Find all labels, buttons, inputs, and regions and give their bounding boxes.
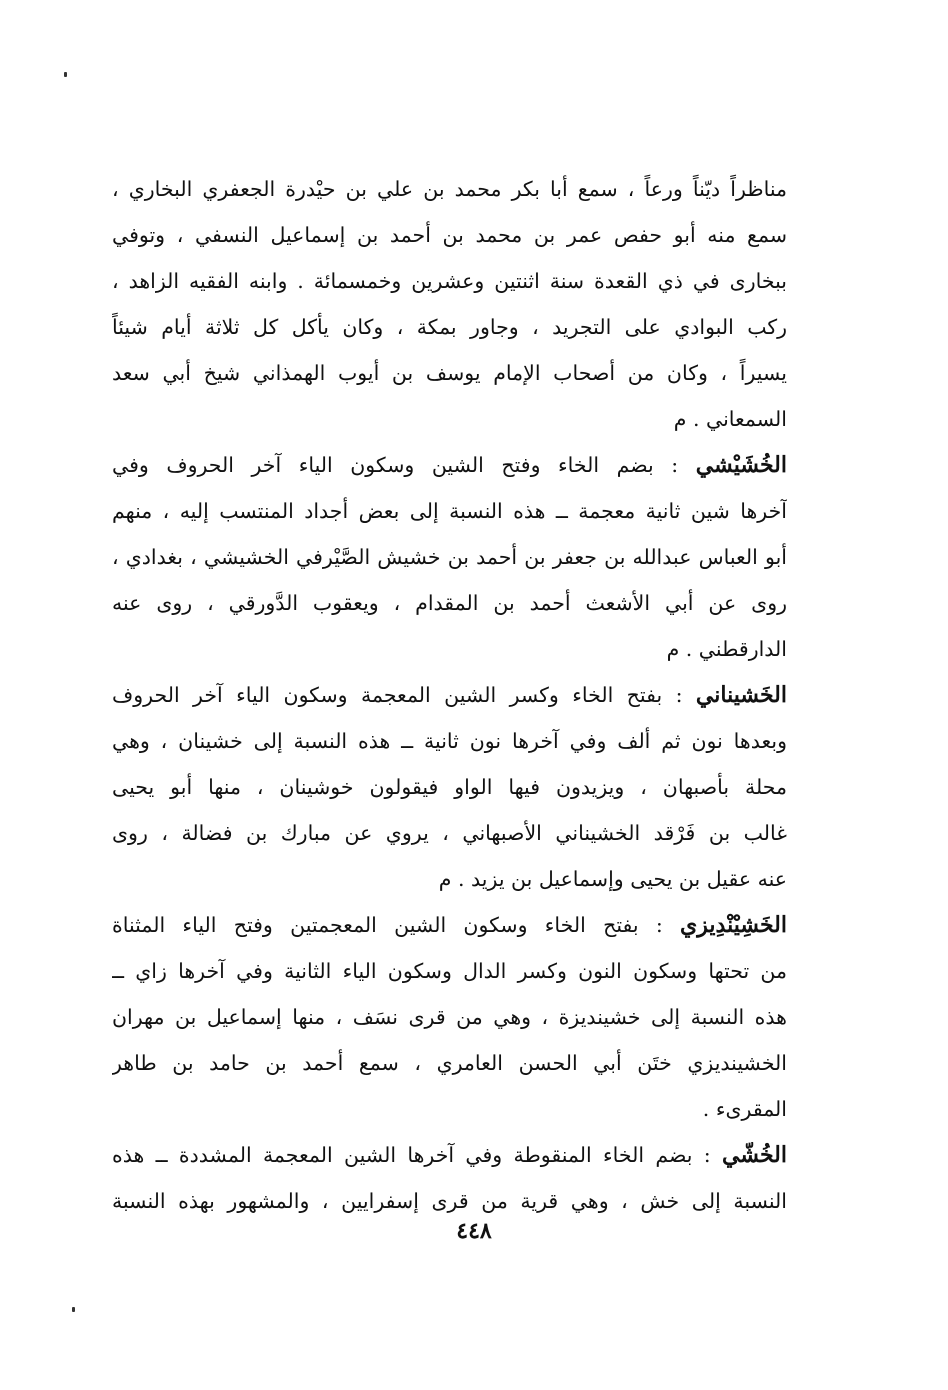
text-line: سمع منه أبو حفص عمر بن محمد بن أحمد بن إسماعيل النسفي ، وتوفي bbox=[112, 223, 787, 247]
text-line: أبو العباس عبدالله بن جعفر بن أحمد بن خشيش الصَّيْرفي الخشيشي ، بغدادي ، bbox=[112, 545, 787, 569]
entry-headword: الخُشَيْشي bbox=[695, 452, 787, 478]
text-line: يسيراً ، وكان من أصحاب الإمام يوسف بن أيوب الهمذاني شيخ أبي سعد bbox=[112, 361, 787, 385]
text-line: الخشينديزي ختَن أبي الحسن العامري ، سمع أحمد بن حامد بن طاهر bbox=[112, 1051, 787, 1075]
text-line: روى عن أبي الأشعث أحمد بن المقدام ، ويعقوب الدَّورقي ، روى عنه bbox=[112, 591, 787, 615]
entry-first-line bbox=[112, 442, 787, 488]
text-line: ركب البوادي على التجريد ، وجاور بمكة ، وكان يأكل كل ثلاثة أيام شيئاً bbox=[112, 315, 787, 339]
text-line: السمعاني . م bbox=[673, 407, 787, 431]
text-line: من تحتها وسكون النون وكسر الدال وسكون الياء الثانية وفي آخرها زاي ــ bbox=[112, 959, 787, 983]
entry-definition: : بفتح الخاء وسكون الشين المعجمتين وفتح الياء المثناة bbox=[112, 913, 681, 937]
entry-first-line bbox=[112, 672, 787, 718]
entry-headword: الخُشّي bbox=[722, 1142, 787, 1168]
text-line: عنه عقيل بن يحيى وإسماعيل بن يزيد . م bbox=[438, 867, 787, 891]
text-line: النسبة إلى خش ، وهي قرية من قرى إسفرايين ، والمشهور بهذه النسبة bbox=[112, 1189, 787, 1213]
text-line: آخرها شين ثانية معجمة ــ هذه النسبة إلى بعض أجداد المنتسب إليه ، منهم bbox=[112, 499, 787, 523]
text-line: وبعدها نون ثم ألف وفي آخرها نون ثانية ــ هذه النسبة إلى خشينان ، وهي bbox=[112, 729, 787, 753]
scan-speck bbox=[64, 72, 67, 77]
text-line: ببخارى في ذي القعدة سنة اثنتين وعشرين وخمسمائة . وابنه الفقيه الزاهد ، bbox=[112, 269, 787, 293]
entry-definition: : بضم الخاء المنقوطة وفي آخرها الشين المعجمة المشددة ــ هذه bbox=[112, 1143, 723, 1167]
entry-headword: الخَشِيْنْدِيزي bbox=[680, 912, 787, 938]
page-body bbox=[112, 166, 787, 1224]
text-line: هذه النسبة إلى خشينديزة ، وهي من قرى نسَف ، منها إسماعيل بن مهران bbox=[112, 1005, 787, 1029]
entry-headword: الخَشيناني bbox=[695, 682, 787, 708]
entry-definition: : بفتح الخاء وكسر الشين المعجمة وسكون الياء آخر الحروف bbox=[112, 683, 696, 707]
entry-definition: : بضم الخاء وفتح الشين وسكون الياء آخر الحروف وفي bbox=[112, 453, 696, 477]
scan-speck bbox=[72, 1307, 75, 1312]
text-line: الدارقطني . م bbox=[666, 637, 787, 661]
text-line: غالب بن فَرْقد الخشيناني الأصبهاني ، يروي عن مبارك بن فضالة ، روى bbox=[112, 821, 787, 845]
entry-first-line bbox=[112, 902, 787, 948]
text-line: مناظراً ديّناً ورعاً ، سمع أبا بكر محمد بن علي بن حيْدرة الجعفري البخاري ، bbox=[112, 177, 787, 201]
text-line: المقرىء . bbox=[702, 1097, 787, 1121]
entry-first-line bbox=[112, 1132, 787, 1178]
text-line: محلة بأصبهان ، ويزيدون فيها الواو فيقولون خوشينان ، منها أبو يحيى bbox=[112, 775, 787, 799]
page-number: ٤٤٨ bbox=[456, 1218, 492, 1244]
